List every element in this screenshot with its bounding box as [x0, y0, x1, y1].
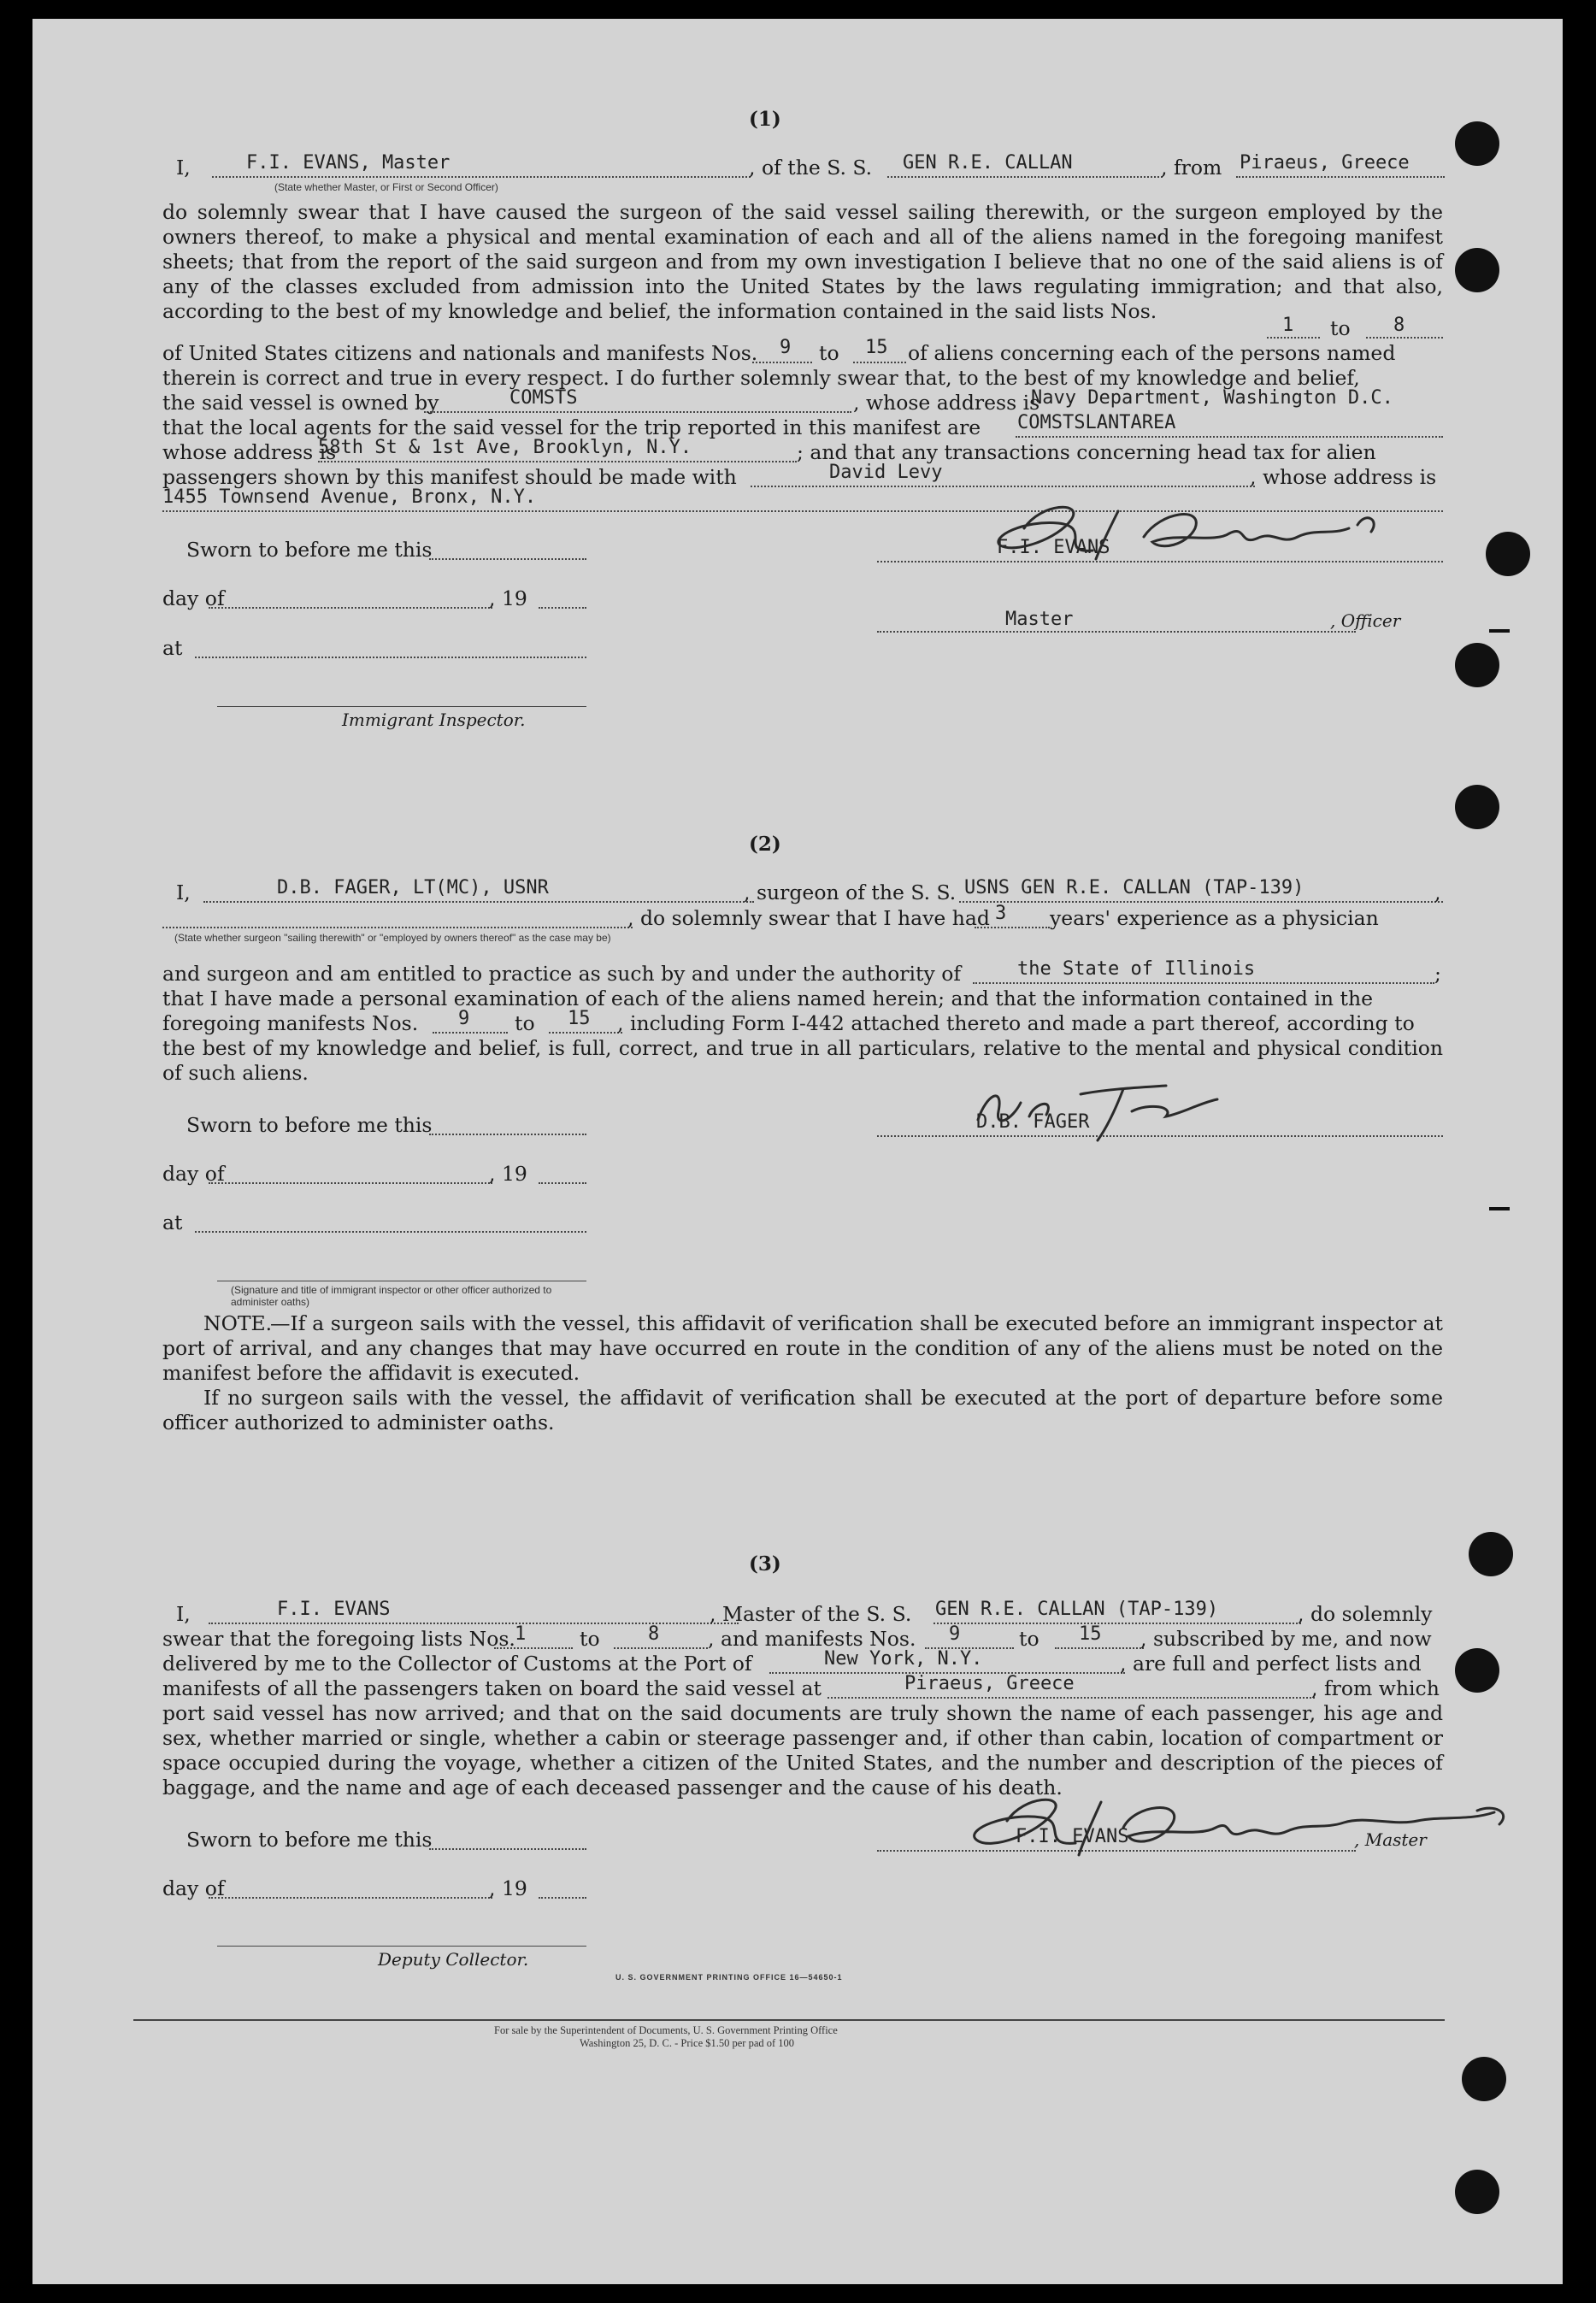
s1-port-line — [1236, 176, 1445, 178]
margin-tick-1 — [1489, 629, 1510, 633]
s2-note-2: If no surgeon sails with the vessel, the affidavit of verification shall be executed at the port of departure before some officer authorized to administer oaths. — [162, 1386, 1443, 1434]
s3-port: New York, N.Y. — [824, 1648, 983, 1670]
s2-semicolon: ; — [1434, 962, 1441, 986]
s1-sworn: Sworn to before me this — [186, 538, 433, 562]
s3-day-line — [209, 1897, 492, 1899]
s1-to-1: to — [1330, 316, 1351, 340]
s1-day-of: day of — [162, 586, 225, 610]
s1-whose-address-2: whose address is — [162, 440, 337, 464]
s2-vessel: USNS GEN R.E. CALLAN (TAP-139) — [964, 877, 1304, 898]
s1-of-the-ss: , of the S. S. — [749, 156, 873, 180]
s3-vessel-line — [933, 1623, 1301, 1624]
s3-manifests-to: 15 — [1079, 1623, 1102, 1645]
s2-surgeon-line — [203, 901, 754, 903]
s3-day-of: day of — [162, 1876, 225, 1900]
s3-i: I, — [176, 1602, 191, 1626]
sale-line-1: For sale by the Superintendent of Documents, U. S. Government Printing Office — [494, 2024, 838, 2036]
s2-vessel-line — [959, 901, 1443, 903]
s3-to-2: to — [1019, 1627, 1039, 1651]
s2-i: I, — [176, 881, 191, 904]
s1-manifests-from: 9 — [780, 337, 792, 358]
s2-surgeon-hint: (State whether surgeon "sailing therewith" or "employed by owners thereof" as the case may be) — [174, 932, 611, 944]
s1-inspector-line — [217, 706, 586, 707]
s3-manifests-of-all: manifests of all the passengers taken on board the said vessel at — [162, 1676, 822, 1700]
s1-paragraph-1: do solemnly swear that I have caused the surgeon of the said vessel sailing therewith, or the surgeon employed by the owners thereof, to make a physical and mental examination of each and all of the aliens named in the foregoing manifest sheets; that from the report of the said surgeon and from my own investigation I believe that no one of the said aliens is of any of the classes excluded from admission into the United States by the laws regulating immigration; and that also, according to the best of my knowledge and belief, the information contained in the said lists Nos. — [162, 200, 1443, 323]
binder-hole-9 — [1455, 2170, 1499, 2214]
s1-title: Master — [1005, 609, 1074, 630]
s1-officer-label: , Officer — [1330, 610, 1401, 631]
footer-rule — [133, 2019, 1445, 2021]
s2-paragraph-1: that I have made a personal examination of each of the aliens named herein; and that the information contained in the — [162, 987, 1373, 1010]
s3-year-line — [539, 1897, 586, 1899]
s2-swear-had: , do solemnly swear that I have had — [627, 906, 990, 930]
margin-tick-2 — [1489, 1207, 1510, 1210]
s3-master-name: F.I. EVANS — [277, 1599, 391, 1620]
s2-to: to — [515, 1011, 535, 1035]
binder-hole-3 — [1486, 532, 1530, 576]
s3-from-port: Piraeus, Greece — [904, 1673, 1075, 1694]
s3-master-label: , Master — [1354, 1829, 1427, 1850]
s1-manifests-to-line — [853, 362, 906, 363]
s2-paragraph-2: the best of my knowledge and belief, is full, correct, and true in all particulars, relative to the mental and physical condition of such aliens. — [162, 1036, 1443, 1085]
s1-handwritten-signature — [990, 494, 1469, 566]
sale-line-2: Washington 25, D. C. - Price $1.50 per pad of 100 — [580, 2037, 795, 2049]
binder-hole-1 — [1455, 121, 1499, 166]
s1-owned-by: the said vessel is owned by — [162, 391, 439, 415]
s2-year-line — [539, 1182, 586, 1184]
s1-title-line — [877, 631, 1356, 633]
s1-vessel-line — [887, 176, 1163, 178]
s1-agent: COMSTSLANTAREA — [1017, 412, 1176, 433]
s1-agent-address: 58th St & 1st Ave, Brooklyn, N.Y. — [318, 437, 692, 458]
s1-local-agents: that the local agents for the said vessel for the trip reported in this manifest are — [162, 415, 981, 439]
s1-owner-address: Navy Department, Washington D.C. — [1031, 387, 1393, 409]
s2-authority-line — [973, 982, 1434, 984]
s1-whose-address-1: , whose address is — [853, 391, 1040, 415]
s1-of-us-citizens: of United States citizens and nationals and manifests Nos. — [162, 341, 758, 365]
s2-surgeon-of: , surgeon of the S. S. — [744, 881, 957, 904]
s2-day-of: day of — [162, 1162, 225, 1186]
s1-aliens-concerning: of aliens concerning each of the persons named — [908, 341, 1396, 365]
binder-hole-5 — [1455, 785, 1499, 829]
s3-delivered: delivered by me to the Collector of Customs at the Port of — [162, 1652, 752, 1676]
s1-owner-line — [424, 411, 851, 413]
s3-lists-to-line — [614, 1647, 708, 1649]
s1-signer-name: F.I. EVANS — [997, 537, 1110, 558]
s3-deputy-label: Deputy Collector. — [378, 1949, 529, 1970]
s1-sworn-line — [429, 558, 586, 560]
s1-at-line — [195, 657, 586, 658]
s3-subscribed: , subscribed by me, and now — [1140, 1627, 1432, 1651]
s2-authority: and surgeon and am entitled to practice as such by and under the authority of — [162, 962, 962, 986]
s1-year: , 19 — [489, 586, 527, 610]
binder-hole-8 — [1462, 2057, 1506, 2101]
gpo-imprint: U. S. GOVERNMENT PRINTING OFFICE 16—54650-1 — [615, 1973, 843, 1982]
s2-years-exp: years' experience as a physician — [1050, 906, 1379, 930]
s2-day-line — [209, 1182, 492, 1184]
s2-signature-hint: (Signature and title of immigrant inspector or other officer authorized to administer oaths) — [231, 1284, 552, 1308]
s2-manifests-to: 15 — [568, 1008, 591, 1029]
s1-at: at — [162, 636, 183, 660]
s1-whose-address-3: , whose address is — [1250, 465, 1437, 489]
s1-tax-contact: David Levy — [829, 462, 943, 483]
s2-note-1: —If a surgeon sails with the vessel, this affidavit of verification shall be executed before an immigrant inspector at port of arrival, and any changes that may have occurred en route in the condition of any of the aliens must be noted on the manifest before the affidavit is executed. — [162, 1311, 1443, 1385]
s2-year: , 19 — [489, 1162, 527, 1186]
s2-at: at — [162, 1210, 183, 1234]
s1-tax-contact-line — [751, 486, 1255, 487]
s1-port: Piraeus, Greece — [1240, 152, 1410, 174]
s1-head-tax: ; and that any transactions concerning head tax for alien — [797, 440, 1376, 464]
s2-years: 3 — [995, 903, 1007, 924]
s3-to-1: to — [580, 1627, 600, 1651]
s2-surgeon-name: D.B. FAGER, LT(MC), USNR — [277, 877, 549, 898]
s1-master-hint: (State whether Master, or First or Second Officer) — [274, 181, 498, 193]
s1-year-line — [539, 607, 586, 609]
s3-from-port-line — [827, 1697, 1315, 1699]
s2-signer-name: D.B. FAGER — [976, 1111, 1090, 1133]
s1-owner: COMSTS — [509, 387, 578, 409]
s2-foregoing: foregoing manifests Nos. — [162, 1011, 419, 1035]
s2-including: , including Form I-442 attached thereto and made a part thereof, according to — [617, 1011, 1415, 1035]
s3-lists-from: 1 — [515, 1623, 527, 1645]
s2-sworn-line — [429, 1134, 586, 1135]
s3-master-of: , Master of the S. S. — [710, 1602, 912, 1626]
section-2-heading: (2) — [749, 833, 781, 856]
s3-lists-from-line — [494, 1647, 573, 1649]
s2-note-label: NOTE. — [203, 1311, 273, 1335]
binder-hole-7 — [1455, 1648, 1499, 1693]
s1-lists-from-line — [1267, 337, 1320, 339]
s3-deputy-line — [217, 1946, 586, 1947]
s1-paragraph-2: therein is correct and true in every respect. I do further solemnly swear that, to the best of my knowledge and belief, — [162, 366, 1360, 390]
s2-hint-line — [162, 927, 633, 928]
s1-lists-to: 8 — [1393, 315, 1405, 336]
binder-hole-2 — [1455, 248, 1499, 292]
s1-lists-from: 1 — [1282, 315, 1294, 336]
section-3-heading: (3) — [749, 1552, 781, 1576]
s1-lists-to-line — [1366, 337, 1443, 339]
s1-to-2: to — [819, 341, 839, 365]
s3-manifests-from: 9 — [949, 1623, 961, 1645]
binder-hole-4 — [1455, 643, 1499, 687]
s1-tax-address: 1455 Townsend Avenue, Bronx, N.Y. — [162, 486, 537, 508]
binder-hole-6 — [1469, 1532, 1513, 1576]
s2-authority-value: the State of Illinois — [1017, 958, 1256, 980]
s3-sworn: Sworn to before me this — [186, 1828, 433, 1852]
s1-agent-line — [1016, 436, 1443, 438]
s1-vessel: GEN R.E. CALLAN — [903, 152, 1073, 174]
s1-passengers-shown: passengers shown by this manifest should be made with — [162, 465, 737, 489]
s3-from-which: , from which — [1311, 1676, 1440, 1700]
s3-manifests-to-line — [1055, 1647, 1144, 1649]
s1-day-line — [209, 607, 492, 609]
s1-from: , from — [1161, 156, 1222, 180]
s2-manifests-from: 9 — [458, 1008, 470, 1029]
s1-master-name: F.I. EVANS, Master — [246, 152, 451, 174]
s2-years-line — [975, 927, 1050, 928]
s3-sworn-line — [429, 1848, 586, 1850]
section-1-heading: (1) — [749, 108, 781, 131]
s1-agent-address-line — [318, 461, 797, 462]
s3-swear-lists: swear that the foregoing lists Nos. — [162, 1627, 515, 1651]
s3-vessel: GEN R.E. CALLAN (TAP-139) — [935, 1599, 1219, 1620]
s1-inspector-label: Immigrant Inspector. — [342, 710, 526, 730]
s2-at-line — [195, 1231, 586, 1233]
s3-paragraph-1: port said vessel has now arrived; and that on the said documents are truly shown the name of each passenger, his age and sex, whether married or single, whether a cabin or steerage passenger and, if other than cabin, location of compartment or space occupied during the voyage, whether a citizen of the United States, and the number and description of the pieces of baggage, and the name and age of each deceased passenger and the cause of his death. — [162, 1701, 1443, 1799]
s3-year: , 19 — [489, 1876, 527, 1900]
s1-master-line — [212, 176, 751, 178]
s3-lists-to: 8 — [648, 1623, 660, 1645]
s2-comma: , — [1434, 881, 1441, 904]
s1-i: I, — [176, 156, 191, 180]
s3-handwritten-signature — [964, 1787, 1528, 1864]
s2-manifests-from-line — [433, 1032, 508, 1034]
s2-handwritten-signature — [961, 1069, 1243, 1146]
s3-signer-name: F.I. EVANS — [1016, 1826, 1129, 1847]
s1-manifests-to: 15 — [865, 337, 888, 358]
s3-full-perfect: , are full and perfect lists and — [1120, 1652, 1422, 1676]
s3-and-manifests: , and manifests Nos. — [708, 1627, 916, 1651]
s2-manifests-to-line — [549, 1032, 622, 1034]
form-sheet — [32, 19, 1563, 2284]
s1-manifests-from-line — [752, 362, 812, 363]
s3-do-solemnly: , do solemnly — [1298, 1602, 1433, 1626]
s2-sworn: Sworn to before me this — [186, 1113, 433, 1137]
